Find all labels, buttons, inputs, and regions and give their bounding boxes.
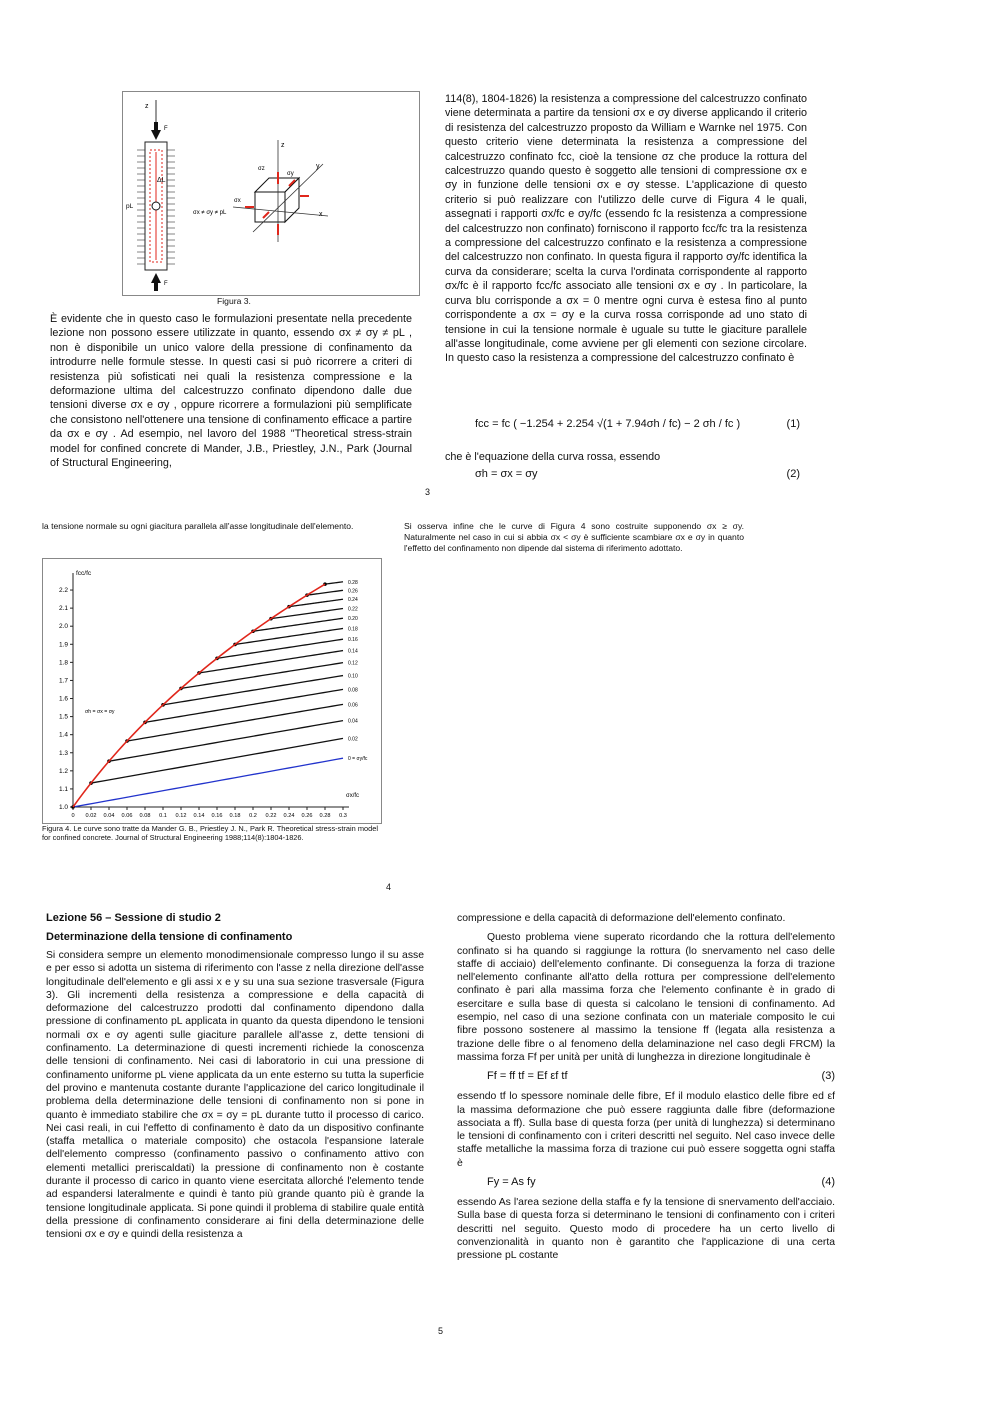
series-label: 0.26	[348, 588, 358, 595]
series-label: 0.06	[348, 702, 358, 709]
x-tick-label: 0.16	[211, 813, 223, 819]
x-tick-label: 0.06	[121, 813, 133, 819]
series-line-0.12	[181, 663, 343, 689]
page5-left-column	[46, 912, 424, 1314]
series-line-0.16	[217, 639, 343, 658]
page5-left-paragraph: Si considera sempre un elemento monodimensionale compresso lungo il su asse e per esso si adotta un sistema di riferimento con l'asse z nella direzione dell'asse longitudinale dell'elemento e gli assi x e y su una sua sezione trasversale (Figura 3). Gli incrementi della resistenza a compressione e della capacità di deformazione del calcestruzzo prodotti dal confinamento dipendono dalla pressione di confinamento pL applicata in quanto da questa dipendono le tensioni normali σx e σy agenti sulle giaciture parallele all'asse z, dette tensioni di confinamento. La determinazione di questi incrementi richiede la conoscenza delle tensioni di confinamento. Nei casi di laboratorio in cui una pressione di confinamento uniforme pL viene applicata da un ente esterno su tutta la superficie del provino e mantenuta costante durante l'applicazione del carico longitudinale il problema della determinazione delle tensioni di confinamento non si pone in quanto è immediato stabilire che σx = σy = pL durante tutto il processo di carico. Nei casi reali, in cui l'effetto di confinamento è dato da un dispositivo confinante (staffa metallica o materiale composito) che ostacola l'espansione laterale dell'elemento compresso (confinamento passivo o confinamento attivo con elementi metallici preriscaldati) la pressione di confinamento non è costante durante il processo di carico in quanto viene esercitata allorché l'elemento tende ad espandersi lateralmente e quindi è tanto più grande quanto più è grande la tensione longitudinale applicata. Si pone quindi il problema di stabilire quale entità della pressione di confinamento considerare ai fini della determinazione delle tensioni σx e σy e quindi della resistenza a	[46, 950, 424, 1241]
x-tick-label: 0.22	[265, 813, 277, 819]
series-line-0.28	[325, 582, 343, 584]
y-tick-label: 2.1	[58, 605, 68, 613]
figure-3	[122, 91, 420, 296]
equation-2	[475, 468, 800, 484]
y-tick-label: 1.9	[58, 641, 68, 649]
y-tick-label: 1.1	[58, 785, 68, 793]
page-number-3: 3	[425, 487, 431, 497]
fig3-ineq: σx ≠ σy ≠ pL	[193, 210, 227, 216]
equation-3	[487, 1070, 835, 1086]
x-tick-label: 0.3	[339, 813, 347, 819]
x-tick-label: 0.12	[175, 813, 187, 819]
series-label: 0.14	[348, 648, 358, 655]
y-tick-label: 1.5	[58, 713, 68, 721]
series-label: 0.08	[348, 687, 358, 694]
eq4-text: Fy = As fy	[487, 1176, 536, 1189]
page-number-5: 5	[438, 1326, 444, 1336]
eq1-number: (1)	[786, 418, 800, 430]
page5-right-column	[457, 912, 835, 1263]
eq2-number: (2)	[786, 468, 800, 480]
y-tick-label: 1.0	[58, 804, 68, 811]
fig3-pL: pL	[126, 203, 134, 210]
page-number-4: 4	[386, 882, 392, 892]
series-label: 0.04	[348, 718, 358, 725]
x-axis-label: σx/fc	[346, 793, 360, 799]
fig3-dL: ΔL	[157, 177, 166, 184]
figure-3-drawing	[123, 92, 419, 295]
x-tick-label: 0	[71, 813, 75, 819]
page4-right-text: Si osserva infine che le curve di Figura 4 sono costruite supponendo σx ≥ σy. Naturalmente nel caso in cui si abbia σx < σy è sufficiente scambiare σx e σy in quanto l'effetto del confinamento non dipende dal sistema di riferimento adottato.	[404, 521, 744, 553]
y-tick-label: 2.2	[58, 587, 68, 595]
series-label: 0.20	[348, 616, 358, 623]
page5-right-p4: essendo As l'area sezione della staffa e fy la tensione di snervamento dell'acciaio. Sulla base di questa forza si determinano le tensioni di confinamento con i criteri descritti nel seguito. Questo modo di procedere ha un certo livello di convenzionalità in quanto non è garantito che l'applicazione di una certa pressione pL costante	[457, 1197, 835, 1262]
section-subtitle: Determinazione della tensione di confinamento	[46, 931, 293, 943]
x-tick-label: 0.1	[159, 813, 167, 819]
y-axis-label: fcc/fc	[76, 570, 92, 577]
eq3-number: (3)	[821, 1070, 835, 1083]
x-tick-label: 0.28	[319, 813, 331, 819]
page3-left-paragraph: È evidente che in questo caso le formulazioni presentate nella precedente lezione non possono essere utilizzate in quanto, essendo σx ≠ σy ≠ pL , non è disponibile un unico valore della pressione di confinamento da introdurre nelle formule stesse. In questi casi si può ricorrere a criteri di resistenza più sofisticati nei quali la resistenza compressione e la deformazione ultima del calcestruzzo confinato dipendono dalle due tensioni diverse σx e σy , oppure ricorrere a formulazioni più semplificate che consistono nell'ottenere una tensione di confinamento efficace a partire da σx e σy . Ad esempio, nel lavoro del 1988 "Theoretical stress-strain model for confined concrete di Mander, J.B., Priestley, J.N., Park (Journal of Structural Engineering,	[50, 313, 412, 470]
y-tick-label: 1.3	[58, 749, 68, 757]
y-tick-label: 1.8	[58, 659, 68, 667]
series-label: 0.10	[348, 673, 358, 680]
fig3-cube-x: x	[319, 211, 323, 218]
series-line-0.2	[253, 618, 343, 631]
series-line-0.02	[91, 738, 343, 783]
equation-1	[475, 418, 800, 440]
series-line-0.24	[289, 599, 343, 606]
series-label: 0.24	[348, 597, 358, 604]
eq3-text: Ff = ff tf = Ef εf tf	[487, 1070, 568, 1083]
series-label: 0 = σy/fc	[348, 756, 368, 763]
fig3-sy: σy	[287, 171, 294, 177]
fig3-sx: σx	[234, 198, 241, 204]
eq1-text: fcc = fc ( −1.254 + 2.254 √(1 + 7.94σh / fc) − 2 σh / fc )	[475, 418, 741, 430]
eq4-number: (4)	[821, 1176, 835, 1189]
page5-right-p2: Questo problema viene superato ricordando che la rottura dell'elemento confinato si ha quando si raggiunge la rottura (lo snervamento nel caso delle staffe di acciaio) dell'elemento confinante. Di conseguenza la forza di trazione nell'elemento confinante all'atto della rottura per compressione dell'elemento confinato è pari alla massima forza che l'elemento confinante è in grado di esercitare e sulla base di questa si calcolano le tensioni di confinamento. Ad esempio, nel caso di una sezione confinata con un materiale composito le cui fibre possono sostenere al massimo la tensione ff (legata alla resistenza a trazione delle fibre o al fenomeno della delaminazione nel caso degli FRCM) la massima forza Ff per unità per unità di lunghezza in direzione longitudinale è	[457, 932, 835, 1063]
x-tick-label: 0.18	[229, 813, 241, 819]
series-label: 0.02	[348, 736, 358, 743]
chart-svg	[43, 559, 381, 823]
y-tick-label: 1.2	[58, 767, 68, 775]
fig3-sz: σz	[258, 166, 265, 172]
fig3-F-top: F	[164, 126, 168, 132]
series-label: 0.12	[348, 660, 358, 667]
fig3-z-label: z	[145, 103, 149, 110]
series-label: 0.28	[348, 579, 358, 586]
y-tick-label: 1.7	[58, 677, 68, 685]
series-line-0.04	[109, 721, 343, 762]
figure3-caption: Figura 3.	[217, 296, 251, 306]
series-line-0.14	[199, 651, 343, 673]
series-line-0.06	[127, 704, 343, 741]
force-arrow-bottom	[151, 273, 161, 291]
y-tick-label: 1.4	[58, 731, 68, 739]
lesson-title: Lezione 56 – Sessione di studio 2	[46, 912, 221, 924]
page5-right-p3: essendo tf lo spessore nominale delle fibre, Ef il modulo elastico delle fibre ed εf la massima deformazione che può essere raggiunta dalle fibre (deformazione associata a ff). Sulla base di questa forza (per unità di lunghezza) si determinano le tensioni di confinamento con i criteri descritti nel seguito. Nel caso invece delle staffe metalliche la massima forza di trazione cui può essere soggetta ogni staffa è	[457, 1091, 835, 1169]
fig3-cube-z: z	[281, 142, 285, 149]
x-tick-label: 0.24	[283, 813, 295, 819]
x-tick-label: 0.02	[85, 813, 97, 819]
page5-right-p1: compressione e della capacità di deformazione dell'elemento confinato.	[457, 913, 786, 924]
series-label: 0.18	[348, 626, 358, 633]
x-tick-label: 0.08	[139, 813, 151, 819]
equation-4	[487, 1176, 835, 1192]
y-tick-label: 2.0	[58, 623, 68, 631]
after-eq1: che è l'equazione della curva rossa, essendo	[445, 451, 661, 463]
force-arrow-top	[151, 122, 161, 140]
series-line-0	[73, 758, 343, 807]
page4-left-text: la tensione normale su ogni giacitura parallela all'asse longitudinale dell'elemento.	[42, 521, 354, 531]
fig3-F-bottom: F	[164, 281, 168, 287]
fig3-cube-y: y	[316, 163, 320, 170]
series-label: 0.16	[348, 637, 358, 644]
x-tick-label: 0.14	[193, 813, 205, 819]
figure4-caption: Figura 4. Le curve sono tratte da Mander G. B., Priestley J. N., Park R. Theoretical stress-strain model for confined concrete. Journal of Structural Engineering 1988;114(8):1804-1826.	[42, 824, 378, 842]
series-line-0.22	[271, 609, 343, 619]
series-label: 0.22	[348, 606, 358, 613]
page3-right-paragraph: 114(8), 1804-1826) la resistenza a compressione del calcestruzzo confinato viene determinata a partire da tensioni σx e σy diverse applicando il criterio di resistenza del calcestruzzo proposto da William e Warnke nel 1975. Con questo criterio viene determinata la resistenza a compressione del calcestruzzo confinato fcc, cioè la tensione σz che produce la rottura del calcestruzzo quando questo è soggetto alle tensioni di compressione σx e σy in funzione delle tensioni σx e σy stesse. L'applicazione di questo criterio si può realizzare con l'utilizzo delle curve di Figura 4 le quali, assegnati i rapporti σx/fc e σy/fc (essendo fc la resistenza a compressione del calcestruzzo non confinato) forniscono il rapporto fcc/fc tra la resistenza a compressione del calcestruzzo confinato e la resistenza a compressione del calcestruzzo non confinato. In questa figura il rapporto σy/fc identifica la curva da considerare; scelta la curva l'ordinata corrispondente al rapporto σx/fc è il rapporto fcc/fc associato alle tensioni σx e σy . In particolare, la curva blu corrisponde a σx = 0 mentre ogni curva è estesa fino al punto corrispondente a σx = σy e la curva rossa corrisponde ad uno stato di tensione in cui la tensione normale è uguale su tutte le giaciture parallele all'asse longitudinale, come avviene per gli elementi con sezione circolare. In questo caso la resistenza a compressione del calcestruzzo confinato è	[445, 93, 807, 365]
stress-cube	[233, 140, 328, 242]
x-tick-label: 0.04	[103, 813, 115, 819]
eq2-text: σh = σx = σy	[475, 468, 538, 480]
equal-stress-label: σh = σx = σy	[85, 708, 115, 715]
x-tick-label: 0.2	[249, 813, 257, 819]
red-equal-stress-curve	[73, 584, 325, 807]
figure-4-chart	[42, 558, 382, 824]
y-tick-label: 1.6	[58, 695, 68, 703]
x-tick-label: 0.26	[301, 813, 313, 819]
